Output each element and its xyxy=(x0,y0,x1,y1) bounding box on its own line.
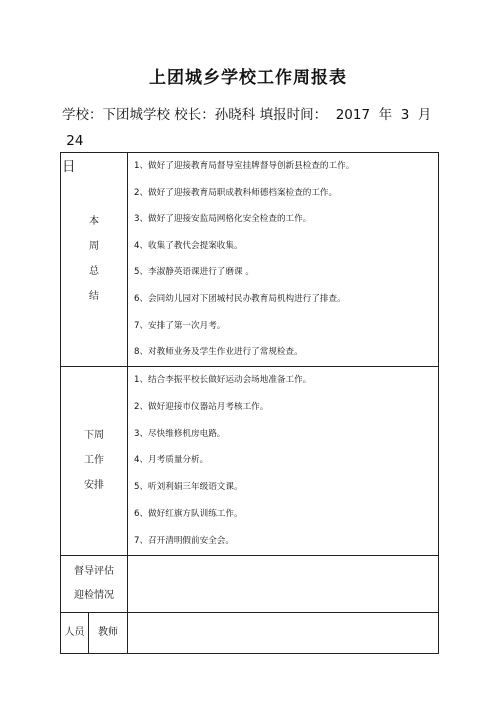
school-label: 学校：下团城学校 xyxy=(62,107,170,123)
date-month-unit: 月 xyxy=(417,107,432,123)
next-week-label-cell xyxy=(61,366,128,555)
page-title: 上团城乡学校工作周报表 xyxy=(149,68,347,88)
supervision-label-line: 督导评估 xyxy=(74,565,114,577)
personnel-row xyxy=(61,612,439,653)
summary-label-char: 本 xyxy=(89,216,99,228)
date-day: 24 xyxy=(66,133,84,149)
supervision-label-cell xyxy=(61,555,128,612)
next-week-row xyxy=(61,366,439,555)
summary-item: 5、李淑静英语课进行了磨课 。 xyxy=(134,267,254,278)
date-label: 填报时间： xyxy=(259,107,328,123)
next-week-label-line: 工作 xyxy=(84,455,104,467)
date-year: 2017 xyxy=(335,107,371,123)
next-week-label-line: 下周 xyxy=(84,430,104,442)
date-month: 3 xyxy=(400,107,410,123)
summary-label-char: 周 xyxy=(89,241,99,253)
summary-item: 3、做好了迎接安监局网格化安全检查的工作。 xyxy=(134,214,312,225)
next-week-item: 3、尽快维修机房电路。 xyxy=(134,428,226,439)
principal-label: 校长：孙晓科 xyxy=(174,107,256,123)
summary-label-char: 结 xyxy=(89,291,99,303)
personnel-label-cell: 人员 xyxy=(61,612,89,653)
summary-item: 1、做好了迎接教育局督导室挂牌督导创新县检查的工作。 xyxy=(134,161,355,171)
next-week-item: 7、召开清明假前安全会。 xyxy=(134,536,234,547)
weekly-report-table xyxy=(60,152,439,654)
supervision-row xyxy=(61,555,439,612)
next-week-item: 5、听刘利娟三年级语文课。 xyxy=(134,482,243,493)
summary-row xyxy=(61,153,439,367)
supervision-content-cell xyxy=(128,555,439,612)
next-week-label-line: 安排 xyxy=(84,480,104,492)
summary-item: 4、收集了教代会提案收集。 xyxy=(134,240,243,251)
date-year-unit: 年 xyxy=(378,107,393,123)
personnel-content-cell xyxy=(128,612,439,653)
next-week-item: 4、月考质量分析。 xyxy=(134,455,209,466)
summary-items-cell xyxy=(128,153,439,367)
next-week-item: 2、做好迎接市仪器站月考核工作。 xyxy=(134,401,269,412)
summary-item: 7、安排了第一次月考。 xyxy=(134,320,226,331)
next-week-items-cell xyxy=(128,366,439,555)
summary-label-char: 总 xyxy=(89,266,99,278)
next-week-item: 1、结合李振平校长做好运动会场地准备工作。 xyxy=(134,374,312,385)
teacher-label-cell: 教师 xyxy=(89,612,128,653)
next-week-item: 6、做好红旗方队训练工作。 xyxy=(134,509,243,520)
date-day-unit: 日 xyxy=(62,159,76,175)
summary-label-cell xyxy=(61,153,128,367)
summary-item: 2、做好了迎接教育局职成教科师德档案检查的工作。 xyxy=(134,187,338,198)
supervision-label-line: 迎检情况 xyxy=(74,589,114,601)
summary-item: 6、会同幼儿园对下团城村民办教育局机构进行了排查。 xyxy=(134,293,346,304)
summary-item: 8、对教师业务及学生作业进行了常规检查。 xyxy=(134,347,303,358)
